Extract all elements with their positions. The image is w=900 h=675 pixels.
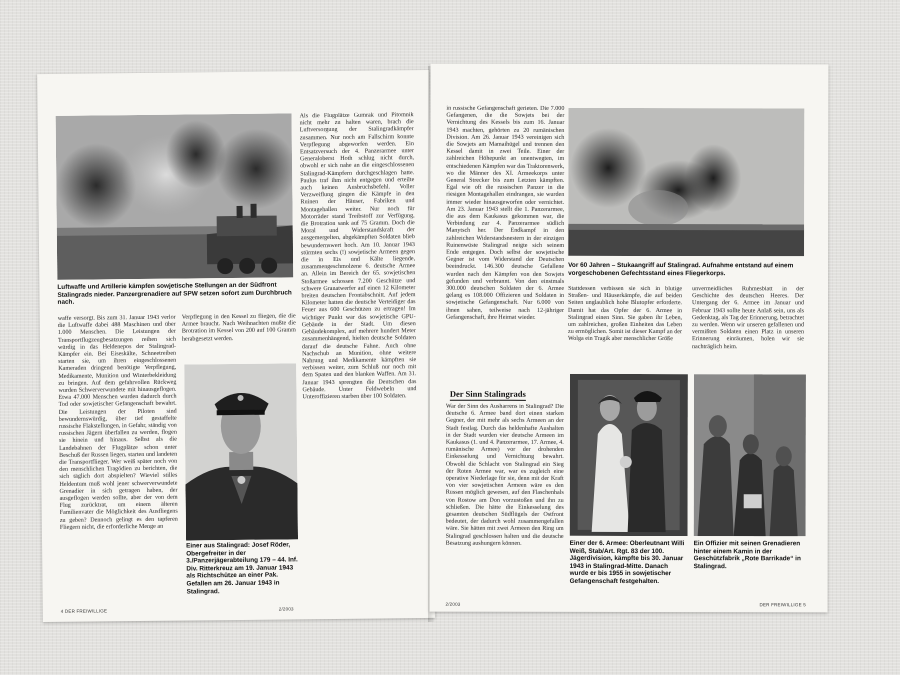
text-column-2: Stattdessen verbissen sie sich in blutige Straßen- und Häuserkämpfe, die auf beiden Seiten unglaublich hohe Blutopfer erforderte. Damit hat das Opfer der 6. Armee in Stalingrad einen Sinn. Sie gaben ihr Leben, um zahlreichen, großen Einheiten das Leben zu ermöglichen. Somit ist dieser Kampf an der Wolga ein Tragik aber menschlicher Größe	[567, 285, 683, 343]
grenadiers-photo	[694, 374, 806, 536]
portrait-photo-caption: Einer aus Stalingrad: Josef Röder, Obergefreiter in der 3./Panzerjägerabteilung 179 – 44. Inf. Div. Ritterkreuz am 19. Januar 1943 als Richtschütze an einer Pak. Gefallen am 26. Januar 1943 in Stalingrad.	[186, 541, 298, 596]
battle-photo	[56, 113, 294, 279]
footer-right: DER FREIWILLIGE 5	[759, 602, 806, 608]
couple-photo-caption: Einer der 6. Armee: Oberleutnant Willi Weiß, Stab/Art. Rgt. 83 der 100. Jägerdivision, kämpfte bis 30. Januar 1943 in Stalingrad-Mitte. Danach wurde er bis 1955 in sowjetischer Gefangenschaft festgehalten.	[569, 539, 685, 586]
footer-left: 4 DER FREIWILLIGE	[60, 608, 108, 614]
stuka-attack-photo	[568, 108, 804, 256]
magazine-page-left	[37, 70, 435, 622]
text-column-3: unvermeidliches Ruhmesblatt in der Geschichte des deutschen Heeres. Der Untergang der 6. Armee im Januar und Februar 1943 sollte heute Anlaß sein, uns als Gedenktag, als Tag der Erinnerung, betrachtet zu werden. Wenn wir unseren gefallenen und vermißten Soldaten einen Platz in unseren Erinnerung einräumen, holen wir sie nachträglich heim.	[691, 286, 805, 350]
footer-right: 2/2003	[278, 606, 294, 612]
battle-photo-caption: Luftwaffe und Artillerie kämpfen sowjetische Stellungen an der Südfront Stalingrads nieder. Panzergrenadiere auf SPW setzen sofort zum Durchbruch nach.	[57, 281, 292, 307]
magazine-page-right	[430, 64, 829, 613]
portrait-photo	[184, 363, 298, 540]
text-column-b: Verpflegung in den Kessel zu fliegen, die die Armee braucht. Nach Weihnachten mußte die Brotration im Kessel von 200 auf 100 Gramm herabgesetzt werden.	[181, 313, 296, 343]
grenadiers-photo-caption: Ein Offizier mit seinen Grenadieren hinter einem Kamin in der Geschützfabrik „Rote Barrikade“ in Stalingrad.	[693, 540, 801, 570]
text-column-top-right: Als die Flugplätze Gumrak und Pitomnik nicht mehr zu halten waren, brach die Luftversorgung der Stalingradkämpfer zusammen. Nur noch am Fallschirm konnte Verpflegung abgeworfen werden. Ein Entsatzversuch der 4. Panzerarmee unter Generaloberst Hoth schlug nicht durch, obwohl er sich nahe an die eingeschlossenen Stalingrad-Kämpfern durchgeschlagen hatte. Paulus traf ihm nicht entgegen und erteilte auch keinen Ausbruchsbefehl. Voller Verzweiflung gingen die Kämpfe in den Ruinen der Häuser, Fabriken und Montagehallen weiter. Nur noch für Motorräder stand Treibstoff zur Verfügung, die Brotration sank auf 75 Gramm. Doch die Moral und Widerstandskraft der ausgemergelten, abgekämpften Soldaten blieb bewundernswert hoch. Am 10. Januar 1943 stürmten sechs (!) sowjetische Armeen gegen die in Eis und Kälte liegende, zusammengeschmolzene 6. deutsche Armee an. Allein im Bereich der 65. sowjetischen Stoßarmee schossen 7.200 Geschütze und schwere Granatwerfer auf einen 12 Kilometer breiten deutschen Frontabschnitt. Auf jedem Kilometer hatten die deutsche Verteidiger das Feuer aus 600 Geschützen zu ertragen! Im wichtiger Punkt war das sowjetische GPU-Gebäude in der Stadt. Um diesen Gebäudekomplex, auf mehrere hundert Meter zusammenhängend, hielten deutsche Soldaten darauf die deutsche Fahne. Auch ohne Nachschub an Munition, ohne weitere Nahrung und Medikamente kämpften sie verbissen weiter, zum Schluß nur noch mit dem Spaten und den blanken Waffen. Am 31. Januar 1943 sprengten die Deutschen das Gebäude. Unter Feldwebeln und Unteroffizieren starben über 100 Soldaten.	[299, 112, 417, 401]
text-column-1-top: in russische Gefangenschaft gerieten. Die 7.000 Gefangenen, die die Sowjets bei der Vernichtung des Kessels bis zum 16. Januar 1943 machten, gehörten zu 20 rumänischen Division. Am 26. Januar 1943 vereinigen sich die Sowjets am Mamaihügel und trennen den Kessel damit in zwei Teile. Einer der zahlreichen Höhepunkt an unentwegten, im entschiedenen Kämpfen war das Traktorenwerk, wo die Männer des XI. Armeekorps unter General Strecker bis zum Letzten kämpften. Egal wie oft die russischen Panzer in die riesigen Montagehallen eindrangen, sie wurden immer wieder hinausgeworfen oder vernichtet. Am 23. Januar 1943 stellt die 1. Panzerarmee, die aus dem Kaukasus gekommen war, die Verbindung zur 4. Panzerarmee südlich Manytsch her. Der Endkampf in den zahlreichen Widerstandsnestern in der einzigen Ruinenwüste Stalingrad neigte sich seinem Ende entgegen. Doch selbst der sowjetische Gegner ist vom Widerstand der Deutschen beeindruckt. 146.300 deutsche Gefallene wurden nach den Kämpfen von den Sowjets gefunden und verbrannt. Von den einstmals 300.000 deutschen Soldaten der 6. Armee gelang es 108.000 Offizieren und Soldaten in sowjetische Gefangenschaft. Nur 6.000 von ihnen sahen, teilweise nach 12-jähriger Gefangenschaft, ihre Heimat wieder.	[446, 105, 565, 321]
stuka-photo-caption: Vor 60 Jahren – Stukaangriff auf Stalingrad. Aufnahme entstand auf einem vorgeschobenen Gefechtsstand eines Fliegerkorps.	[568, 261, 794, 277]
text-column-a: waffe versorgt. Bis zum 31. Januar 1943 verlor die Luftwaffe dabei 488 Maschinen und über 1.000 Menschen. Die Leistungen der Transportflugzeugbesatzungen reihen sich würdig in das Heldenepos der Stalingrad-Kämpfer ein. Bei Eiseskälte, Schneetreiben starten sie, um ihren eingeschlossenen Kameraden dringend benötigte Verpflegung, Medikamente, Munition und Winterbekleidung zu bringen. Auf dem gefahrvollen Rückweg wurden Schwerverwundete mit hinausgeflogen. Etwa 47.000 Menschen wurden dadurch durch Tod oder sowjetischer Gefangenschaft bewahrt. Die Leistungen der Piloten sind bewundernswürdig, über tief gestaffelte russische Flakstellungen, in Gefahr, ständig von russischen Jägern überfallen zu werden, flogen sie hinein und hinaus. Selbst als die Landebahnen der Flugplätze schon unter Beschuß der Russen liegen, starten und landeten die Transportflieger. Wer weiß später noch von den menschlichen Tragödien zu berichten, die sich täglich dort abspielten? Wieviel stilles Heldentum muß wohl jener schwerverwundete Grenadier in sich getragen haben, der ausgeflogen werden sollte, aber der von dem Flug zurücktrat, um einem älteren Familienvater die Möglichkeit des Ausfliegens zu geben? Dennoch gelingt es den tapferen Fliegern nicht, die erforderliche Menge an	[57, 314, 178, 531]
text-column-1-bottom: War der Sinn des Ausharrens in Stalingrad? Die deutsche 6. Armee band dort einen starken Gegner, der mit mehr als sechs Armeen an der Stadt festlag. Durch das heldenhafte Aushalten in der Stadt wurden vier deutsche Armeen im Kaukasus (1. und 4. Panzerarmee, 17. Armee, 4. rumänische Armee) vor der drohenden Einkesselung und Vernichtung bewahrt. Obwohl die Schlacht von Stalingrad ein Sieg der Roten Armee war, war es zugleich eine operative Niederlage für sie, denn mit der Kraft von vier sowjetischen Armeen wäre es den Russen möglich gewesen, auf den Flaschenhals von Rostow am Don vorzustoßen und ihn zu schließen. Die hätte die Einkesselung des gesamten deutschen Südflügels der Ostfront bedeutet, der dadurch wohl zusammengefallen wäre. Sie hätten mit zwei Armeen den Ring um Stalingrad geschlossen halten und die deutsche Besatzung aushungern können.	[445, 403, 564, 547]
section-heading: Der Sinn Stalingrads	[449, 388, 526, 399]
couple-photo	[570, 374, 688, 536]
footer-left: 2/2003	[445, 601, 461, 607]
